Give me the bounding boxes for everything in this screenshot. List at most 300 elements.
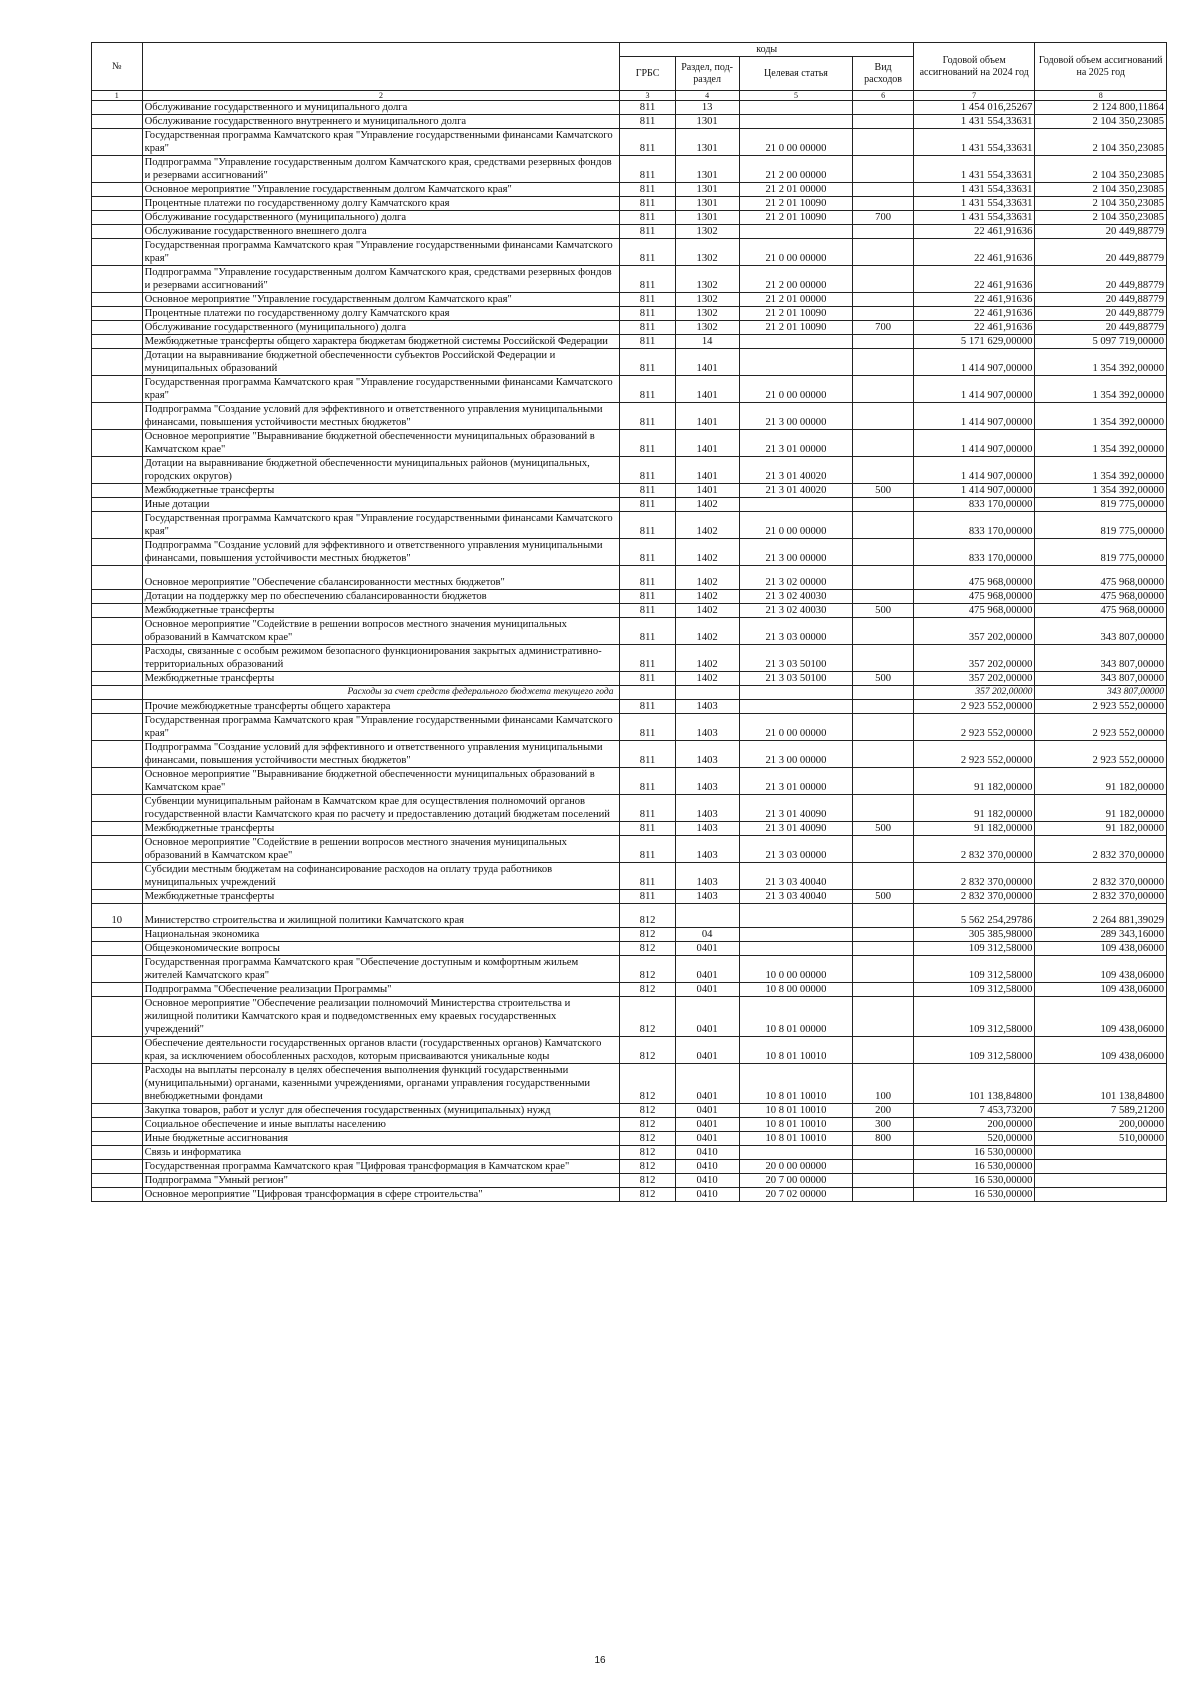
row-amount-2024: 22 461,91636	[913, 239, 1034, 266]
row-amount-2024: 1 414 907,00000	[913, 403, 1034, 430]
row-amount-2024: 305 385,98000	[913, 928, 1034, 942]
table-row	[92, 942, 1167, 956]
row-section: 1402	[675, 498, 739, 512]
row-grbs: 811	[620, 101, 675, 115]
row-grbs: 812	[620, 1037, 675, 1064]
row-grbs: 812	[620, 1146, 675, 1160]
row-name: Государственная программа Камчатского края "Управление государственными финансами Камчатского края"	[142, 376, 620, 403]
row-amount-2025: 2 832 370,00000	[1035, 863, 1167, 890]
table-header	[92, 43, 1167, 101]
row-amount-2025: 109 438,06000	[1035, 1037, 1167, 1064]
row-name: Субвенции муниципальным районам в Камчатском крае для осуществления полномочий органов государственной власти Камчатского края по расчету и предоставлению дотаций бюджетам поселений	[142, 795, 620, 822]
row-target-article: 10 8 01 10010	[739, 1037, 853, 1064]
row-number	[92, 335, 143, 349]
row-number	[92, 795, 143, 822]
header-codes: коды	[620, 43, 913, 57]
row-amount-2024: 357 202,00000	[913, 686, 1034, 700]
row-grbs: 811	[620, 700, 675, 714]
row-amount-2025: 2 923 552,00000	[1035, 741, 1167, 768]
row-grbs: 811	[620, 321, 675, 335]
row-target-article: 21 3 02 40030	[739, 604, 853, 618]
row-expense-type: 700	[853, 321, 914, 335]
row-amount-2024: 16 530,00000	[913, 1160, 1034, 1174]
row-expense-type	[853, 403, 914, 430]
row-name: Межбюджетные трансферты	[142, 604, 620, 618]
row-expense-type	[853, 590, 914, 604]
row-section: 0410	[675, 1188, 739, 1202]
col-number: 1	[92, 91, 143, 101]
row-number	[92, 672, 143, 686]
header-year-2025: Годовой объем ассигнований на 2025 год	[1035, 43, 1167, 91]
row-number	[92, 890, 143, 904]
row-section: 0401	[675, 1064, 739, 1104]
row-amount-2025: 475 968,00000	[1035, 566, 1167, 590]
row-amount-2025: 2 264 881,39029	[1035, 904, 1167, 928]
row-section: 1403	[675, 890, 739, 904]
col-number: 2	[142, 91, 620, 101]
page-number: 16	[594, 1655, 606, 1666]
table-row	[92, 863, 1167, 890]
row-grbs: 812	[620, 983, 675, 997]
table-row	[92, 349, 1167, 376]
row-number	[92, 266, 143, 293]
row-grbs: 811	[620, 376, 675, 403]
row-name: Основное мероприятие "Управление государственным долгом Камчатского края"	[142, 293, 620, 307]
row-expense-type	[853, 714, 914, 741]
row-amount-2024: 2 923 552,00000	[913, 714, 1034, 741]
row-number	[92, 741, 143, 768]
table-row	[92, 156, 1167, 183]
row-grbs: 812	[620, 1174, 675, 1188]
row-target-article: 21 2 01 10090	[739, 211, 853, 225]
row-amount-2024: 91 182,00000	[913, 795, 1034, 822]
table-row	[92, 101, 1167, 115]
row-target-article	[739, 225, 853, 239]
row-expense-type: 100	[853, 1064, 914, 1104]
row-name: Подпрограмма "Умный регион"	[142, 1174, 620, 1188]
table-row	[92, 1160, 1167, 1174]
row-expense-type	[853, 225, 914, 239]
row-amount-2025: 1 354 392,00000	[1035, 376, 1167, 403]
row-amount-2025: 101 138,84800	[1035, 1064, 1167, 1104]
col-number: 5	[739, 91, 853, 101]
table-row	[92, 1132, 1167, 1146]
row-target-article	[739, 686, 853, 700]
row-expense-type	[853, 741, 914, 768]
row-amount-2025: 2 104 350,23085	[1035, 211, 1167, 225]
row-target-article: 21 3 02 00000	[739, 566, 853, 590]
row-number	[92, 645, 143, 672]
row-amount-2025: 2 104 350,23085	[1035, 115, 1167, 129]
row-grbs: 811	[620, 457, 675, 484]
row-grbs: 811	[620, 890, 675, 904]
row-amount-2025	[1035, 1174, 1167, 1188]
table-row	[92, 618, 1167, 645]
row-grbs: 812	[620, 904, 675, 928]
row-name: Дотации на выравнивание бюджетной обеспеченности субъектов Российской Федерации и муниципальных образований	[142, 349, 620, 376]
row-amount-2024: 101 138,84800	[913, 1064, 1034, 1104]
row-amount-2025: 1 354 392,00000	[1035, 430, 1167, 457]
row-section: 1301	[675, 197, 739, 211]
table-row	[92, 795, 1167, 822]
row-section: 1401	[675, 430, 739, 457]
row-name: Расходы, связанные с особым режимом безопасного функционирования закрытых административно-территориальных образований	[142, 645, 620, 672]
row-grbs: 811	[620, 714, 675, 741]
row-name: Процентные платежи по государственному долгу Камчатского края	[142, 307, 620, 321]
row-grbs: 811	[620, 512, 675, 539]
row-number	[92, 1132, 143, 1146]
row-name: Межбюджетные трансферты общего характера бюджетам бюджетной системы Российской Федерации	[142, 335, 620, 349]
row-target-article: 10 8 01 10010	[739, 1104, 853, 1118]
row-amount-2025: 1 354 392,00000	[1035, 484, 1167, 498]
table-row	[92, 836, 1167, 863]
row-number	[92, 1064, 143, 1104]
row-target-article: 10 0 00 00000	[739, 956, 853, 983]
row-name: Обслуживание государственного внешнего долга	[142, 225, 620, 239]
row-grbs: 811	[620, 795, 675, 822]
row-number	[92, 115, 143, 129]
row-amount-2024: 1 431 554,33631	[913, 115, 1034, 129]
row-target-article: 21 3 02 40030	[739, 590, 853, 604]
row-amount-2025: 109 438,06000	[1035, 983, 1167, 997]
row-number	[92, 484, 143, 498]
row-expense-type	[853, 197, 914, 211]
row-target-article: 21 2 01 10090	[739, 321, 853, 335]
row-grbs: 811	[620, 183, 675, 197]
row-amount-2025: 819 775,00000	[1035, 498, 1167, 512]
row-section: 1403	[675, 822, 739, 836]
budget-sheet	[91, 42, 1167, 1202]
row-grbs: 811	[620, 498, 675, 512]
row-grbs: 811	[620, 211, 675, 225]
row-amount-2025: 819 775,00000	[1035, 512, 1167, 539]
row-amount-2024: 91 182,00000	[913, 822, 1034, 836]
row-expense-type	[853, 101, 914, 115]
row-expense-type	[853, 1146, 914, 1160]
row-number	[92, 822, 143, 836]
row-amount-2024: 5 171 629,00000	[913, 335, 1034, 349]
row-expense-type: 500	[853, 672, 914, 686]
row-name: Обслуживание государственного внутреннего и муниципального долга	[142, 115, 620, 129]
row-name: Основное мероприятие "Содействие в решении вопросов местного значения муниципальных образований в Камчатском крае"	[142, 618, 620, 645]
row-target-article: 21 0 00 00000	[739, 714, 853, 741]
col-number: 4	[675, 91, 739, 101]
row-number	[92, 686, 143, 700]
table-row	[92, 484, 1167, 498]
row-target-article: 21 0 00 00000	[739, 512, 853, 539]
row-expense-type	[853, 942, 914, 956]
row-target-article: 21 3 03 00000	[739, 618, 853, 645]
row-amount-2025: 20 449,88779	[1035, 293, 1167, 307]
table-row	[92, 566, 1167, 590]
row-grbs: 811	[620, 768, 675, 795]
row-expense-type	[853, 335, 914, 349]
table-row	[92, 1104, 1167, 1118]
row-name: Социальное обеспечение и иные выплаты населению	[142, 1118, 620, 1132]
row-name: Иные дотации	[142, 498, 620, 512]
table-row	[92, 376, 1167, 403]
row-number	[92, 1104, 143, 1118]
row-number	[92, 129, 143, 156]
row-number	[92, 321, 143, 335]
row-section: 1401	[675, 403, 739, 430]
row-number	[92, 430, 143, 457]
row-number	[92, 512, 143, 539]
row-expense-type: 500	[853, 822, 914, 836]
row-amount-2024: 1 414 907,00000	[913, 484, 1034, 498]
row-amount-2024: 16 530,00000	[913, 1146, 1034, 1160]
row-amount-2024: 357 202,00000	[913, 645, 1034, 672]
row-section: 1403	[675, 795, 739, 822]
row-target-article	[739, 115, 853, 129]
row-expense-type	[853, 566, 914, 590]
table-row	[92, 183, 1167, 197]
row-amount-2024: 109 312,58000	[913, 997, 1034, 1037]
row-amount-2025: 2 832 370,00000	[1035, 890, 1167, 904]
row-name: Государственная программа Камчатского края "Управление государственными финансами Камчатского края"	[142, 512, 620, 539]
table-row	[92, 928, 1167, 942]
row-section: 13	[675, 101, 739, 115]
row-grbs: 811	[620, 239, 675, 266]
row-name: Подпрограмма "Управление государственным долгом Камчатского края, средствами резервных фондов и резервами ассигнований"	[142, 156, 620, 183]
row-section: 0401	[675, 1037, 739, 1064]
table-row	[92, 307, 1167, 321]
row-name: Обслуживание государственного (муниципального) долга	[142, 321, 620, 335]
row-name: Прочие межбюджетные трансферты общего характера	[142, 700, 620, 714]
row-section: 1302	[675, 321, 739, 335]
row-amount-2024: 1 454 016,25267	[913, 101, 1034, 115]
table-row	[92, 904, 1167, 928]
row-section: 1402	[675, 590, 739, 604]
row-name: Общеэкономические вопросы	[142, 942, 620, 956]
row-section: 1402	[675, 539, 739, 566]
table-row	[92, 714, 1167, 741]
row-number	[92, 1188, 143, 1202]
row-section: 1301	[675, 183, 739, 197]
row-grbs: 811	[620, 645, 675, 672]
row-amount-2025: 343 807,00000	[1035, 672, 1167, 686]
table-row	[92, 590, 1167, 604]
row-expense-type	[853, 307, 914, 321]
row-grbs: 811	[620, 307, 675, 321]
table-row	[92, 700, 1167, 714]
row-number	[92, 457, 143, 484]
row-amount-2024: 833 170,00000	[913, 539, 1034, 566]
row-section: 0410	[675, 1174, 739, 1188]
row-section: 1401	[675, 457, 739, 484]
row-expense-type: 500	[853, 890, 914, 904]
row-name: Межбюджетные трансферты	[142, 672, 620, 686]
col-number: 7	[913, 91, 1034, 101]
table-row	[92, 335, 1167, 349]
row-section: 1401	[675, 349, 739, 376]
row-expense-type	[853, 1174, 914, 1188]
row-target-article: 21 2 01 10090	[739, 197, 853, 211]
table-row	[92, 997, 1167, 1037]
row-expense-type	[853, 376, 914, 403]
row-amount-2024: 357 202,00000	[913, 618, 1034, 645]
table-row	[92, 1037, 1167, 1064]
row-name: Закупка товаров, работ и услуг для обеспечения государственных (муниципальных) нужд	[142, 1104, 620, 1118]
row-grbs: 811	[620, 129, 675, 156]
row-amount-2025: 200,00000	[1035, 1118, 1167, 1132]
row-section: 0401	[675, 997, 739, 1037]
row-target-article	[739, 335, 853, 349]
row-amount-2024: 109 312,58000	[913, 942, 1034, 956]
row-expense-type	[853, 1160, 914, 1174]
row-name: Обеспечение деятельности государственных органов власти (государственных органов) Камчатского края, за исключением обособленных расходов, которым присваиваются уникальные коды	[142, 1037, 620, 1064]
row-number	[92, 539, 143, 566]
row-expense-type	[853, 430, 914, 457]
row-grbs: 812	[620, 1118, 675, 1132]
row-target-article: 21 3 01 00000	[739, 768, 853, 795]
row-name: Основное мероприятие "Выравнивание бюджетной обеспеченности муниципальных образований в Камчатском крае"	[142, 768, 620, 795]
row-section: 1401	[675, 376, 739, 403]
row-amount-2025: 2 104 350,23085	[1035, 197, 1167, 211]
row-name: Обслуживание государственного и муниципального долга	[142, 101, 620, 115]
row-amount-2024: 1 431 554,33631	[913, 129, 1034, 156]
row-number	[92, 983, 143, 997]
row-grbs: 811	[620, 822, 675, 836]
table-row	[92, 768, 1167, 795]
row-name: Подпрограмма "Создание условий для эффективного и ответственного управления муниципальными финансами, повышения устойчивости местных бюджетов"	[142, 403, 620, 430]
row-amount-2024: 357 202,00000	[913, 672, 1034, 686]
table-row	[92, 225, 1167, 239]
row-section: 0401	[675, 983, 739, 997]
row-target-article: 21 3 03 40040	[739, 863, 853, 890]
table-body	[92, 101, 1167, 1202]
row-section: 1401	[675, 484, 739, 498]
row-target-article: 21 3 03 50100	[739, 672, 853, 686]
row-expense-type	[853, 129, 914, 156]
row-amount-2024: 5 562 254,29786	[913, 904, 1034, 928]
row-amount-2025: 475 968,00000	[1035, 590, 1167, 604]
row-number	[92, 197, 143, 211]
row-section: 1403	[675, 714, 739, 741]
row-expense-type	[853, 115, 914, 129]
row-amount-2025: 475 968,00000	[1035, 604, 1167, 618]
row-amount-2025: 1 354 392,00000	[1035, 457, 1167, 484]
row-grbs: 811	[620, 225, 675, 239]
row-amount-2024: 91 182,00000	[913, 768, 1034, 795]
row-section: 1302	[675, 293, 739, 307]
row-amount-2025: 2 923 552,00000	[1035, 700, 1167, 714]
row-target-article	[739, 928, 853, 942]
row-amount-2024: 475 968,00000	[913, 590, 1034, 604]
row-section: 1403	[675, 768, 739, 795]
row-amount-2025: 2 832 370,00000	[1035, 836, 1167, 863]
header-expense-type: Вид расходов	[853, 57, 914, 91]
row-section: 1402	[675, 566, 739, 590]
row-expense-type	[853, 700, 914, 714]
row-amount-2024: 1 431 554,33631	[913, 183, 1034, 197]
row-grbs: 811	[620, 484, 675, 498]
row-amount-2024: 22 461,91636	[913, 293, 1034, 307]
row-amount-2025: 2 923 552,00000	[1035, 714, 1167, 741]
row-grbs: 812	[620, 1132, 675, 1146]
row-grbs: 811	[620, 335, 675, 349]
row-amount-2024: 200,00000	[913, 1118, 1034, 1132]
row-name: Государственная программа Камчатского края "Управление государственными финансами Камчатского края"	[142, 129, 620, 156]
row-number	[92, 768, 143, 795]
row-amount-2024: 1 414 907,00000	[913, 349, 1034, 376]
row-target-article: 21 0 00 00000	[739, 239, 853, 266]
row-section: 1301	[675, 115, 739, 129]
row-target-article	[739, 700, 853, 714]
row-amount-2025: 109 438,06000	[1035, 997, 1167, 1037]
row-name: Межбюджетные трансферты	[142, 822, 620, 836]
row-number	[92, 942, 143, 956]
row-amount-2025: 7 589,21200	[1035, 1104, 1167, 1118]
table-row	[92, 266, 1167, 293]
row-number	[92, 239, 143, 266]
row-name: Министерство строительства и жилищной политики Камчатского края	[142, 904, 620, 928]
row-name: Подпрограмма "Создание условий для эффективного и ответственного управления муниципальными финансами, повышения устойчивости местных бюджетов"	[142, 741, 620, 768]
table-row	[92, 1146, 1167, 1160]
header-grbs: ГРБС	[620, 57, 675, 91]
row-target-article	[739, 101, 853, 115]
row-amount-2025: 2 104 350,23085	[1035, 183, 1167, 197]
row-target-article	[739, 904, 853, 928]
row-grbs: 811	[620, 672, 675, 686]
col-number: 8	[1035, 91, 1167, 101]
row-expense-type	[853, 156, 914, 183]
row-grbs: 812	[620, 1188, 675, 1202]
row-amount-2024: 475 968,00000	[913, 604, 1034, 618]
row-amount-2025	[1035, 1146, 1167, 1160]
row-number	[92, 293, 143, 307]
row-name: Связь и информатика	[142, 1146, 620, 1160]
row-expense-type	[853, 512, 914, 539]
row-expense-type	[853, 904, 914, 928]
row-expense-type	[853, 1188, 914, 1202]
table-row	[92, 539, 1167, 566]
row-grbs: 811	[620, 115, 675, 129]
row-amount-2025: 2 104 350,23085	[1035, 129, 1167, 156]
table-row	[92, 686, 1167, 700]
row-number	[92, 836, 143, 863]
row-name: Основное мероприятие "Цифровая трансформация в сфере строительства"	[142, 1188, 620, 1202]
row-amount-2024: 2 832 370,00000	[913, 836, 1034, 863]
row-target-article: 21 3 00 00000	[739, 741, 853, 768]
row-grbs: 811	[620, 836, 675, 863]
row-target-article	[739, 498, 853, 512]
row-amount-2024: 2 832 370,00000	[913, 863, 1034, 890]
row-amount-2025: 20 449,88779	[1035, 239, 1167, 266]
table-row	[92, 115, 1167, 129]
row-section: 0401	[675, 1118, 739, 1132]
table-row	[92, 822, 1167, 836]
table-row	[92, 672, 1167, 686]
row-target-article: 10 8 01 10010	[739, 1064, 853, 1104]
table-row	[92, 457, 1167, 484]
header-name	[142, 43, 620, 91]
row-section: 0401	[675, 1104, 739, 1118]
row-expense-type	[853, 686, 914, 700]
row-number	[92, 956, 143, 983]
row-number	[92, 928, 143, 942]
header-target: Целевая статья	[739, 57, 853, 91]
row-name: Межбюджетные трансферты	[142, 890, 620, 904]
row-number	[92, 1037, 143, 1064]
row-name: Подпрограмма "Управление государственным долгом Камчатского края, средствами резервных фондов и резервами ассигнований"	[142, 266, 620, 293]
header-section: Раздел, под-раздел	[675, 57, 739, 91]
row-target-article: 21 0 00 00000	[739, 376, 853, 403]
row-amount-2025: 109 438,06000	[1035, 956, 1167, 983]
table-row	[92, 293, 1167, 307]
row-grbs: 811	[620, 349, 675, 376]
row-amount-2024: 2 923 552,00000	[913, 700, 1034, 714]
